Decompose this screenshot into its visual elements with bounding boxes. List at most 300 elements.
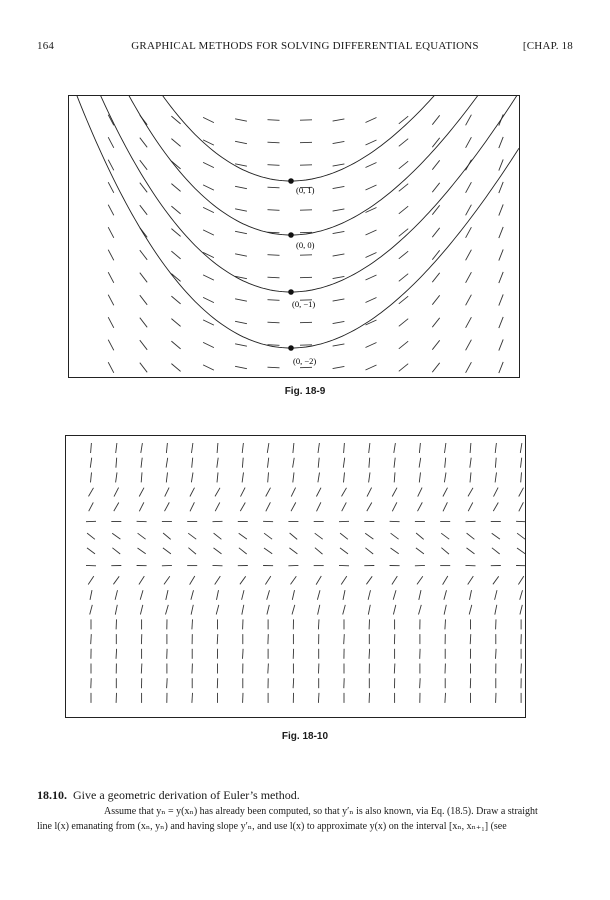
slope-segment [191,473,193,483]
slope-segment [432,160,439,169]
slope-segment [203,342,214,347]
slope-segment [316,576,321,585]
slope-segment [392,576,397,584]
slope-segment [239,548,247,554]
slope-segment [235,366,247,368]
slope-segment [466,227,472,238]
slope-segment [235,344,247,346]
point-0-m2 [288,345,294,351]
slope-segment [140,318,147,328]
slope-segment [467,548,475,554]
slope-segment [165,502,170,511]
slope-segment [171,229,180,237]
slope-segment [268,142,280,143]
slope-segment [365,548,373,554]
slope-segment [495,458,496,468]
slope-segment [466,272,472,283]
slope-segment [266,502,271,511]
slope-segment [432,363,439,372]
slope-segment [333,164,345,166]
slope-segment [235,321,247,323]
slope-segment [470,634,471,644]
slope-segment [268,345,280,346]
slope-segment [365,533,373,539]
slope-segment [333,231,345,233]
slope-segment [517,533,525,539]
slope-segment [140,590,143,600]
slope-segment [268,210,280,211]
slope-segment [293,458,295,468]
slope-segment [494,488,499,497]
slope-segment [268,187,280,188]
slope-segment [203,185,214,190]
slope-segment [293,443,294,453]
slope-segment [190,488,195,497]
slope-segment [268,322,280,323]
label-0-m2: (0, −2) [293,356,317,366]
slope-segment [521,458,522,468]
slope-segment [432,318,439,327]
slope-segment [394,472,395,482]
slope-segment [441,548,449,554]
slope-segment [399,251,408,259]
slope-segment [171,296,180,304]
slope-segment [492,533,500,539]
slope-segment [139,576,144,584]
slope-segment [108,137,114,148]
slope-segment [268,255,280,256]
slope-segment [496,649,497,659]
slope-segment [468,576,474,584]
slope-segment [140,183,147,193]
slope-segment [171,184,180,192]
slope-segment [240,576,246,584]
slope-segment [432,295,439,304]
slope-segment [333,141,345,143]
slope-segment [333,299,345,301]
slope-segment [366,140,377,145]
slope-segment [391,548,399,554]
slope-segment [266,488,271,497]
slope-segment [394,458,395,468]
slope-segment [166,605,169,615]
slope-segment [171,251,180,259]
slope-segment [366,208,377,213]
slope-segment [495,605,497,615]
slope-segment [344,443,345,453]
slope-segment [315,548,323,554]
slope-segment [239,533,247,539]
chapter-label: [CHAP. 18 [522,40,573,52]
slope-segment [399,274,408,282]
slope-segment [203,117,214,122]
slope-segment [367,503,372,512]
slope-segment [140,605,142,615]
slope-segment [399,364,408,372]
slope-segment [399,341,408,349]
slope-segment [108,205,114,216]
slope-segment [235,164,247,166]
slope-segment [90,605,93,615]
slope-segment [333,276,345,278]
slope-segment [368,590,370,600]
slope-segment [521,664,522,674]
slope-segment [469,605,472,615]
slope-segment [240,503,245,512]
slope-segment [190,502,194,511]
slope-segment [399,206,408,214]
slope-segment [108,317,114,328]
slope-segment [264,533,272,539]
slope-segment [470,472,471,482]
slope-segment [444,473,446,483]
slope-segment [394,664,395,674]
slope-segment [342,502,347,511]
slope-segment [108,115,114,126]
slope-segment [333,186,345,188]
slope-segment [519,502,524,511]
slope-segment [521,472,522,482]
slope-segment [499,137,503,148]
slope-segment [343,605,346,615]
slope-segment [267,590,270,600]
slope-segment [392,488,397,497]
slope-segment [171,139,180,147]
figure-18-9 [68,95,520,378]
slope-segments-2 [86,443,525,703]
slope-segment [499,362,503,373]
slope-segment [495,443,496,453]
slope-segment [217,472,218,482]
slope-segment [112,533,120,539]
slope-segment [432,340,439,349]
slope-segment [235,299,247,301]
slope-segment [108,227,114,238]
slope-segment [393,590,396,600]
slope-segment [191,590,194,600]
figure-18-9-caption: Fig. 18-9 [284,386,326,397]
figure-18-10-caption: Fig. 18-10 [281,731,329,742]
slope-segment [499,294,503,305]
slope-segment [217,458,218,468]
slope-segment [235,231,247,233]
slope-segment [216,605,219,615]
solution-curve [69,96,519,292]
slope-segment [293,678,294,688]
slope-segment [235,254,247,256]
direction-field-plot [69,96,519,377]
slope-segment [139,502,144,511]
slope-segment [369,649,370,659]
slope-segment [91,634,92,644]
slope-segment [467,533,475,539]
slope-segment [466,295,472,306]
figure-18-10 [65,435,526,718]
slope-segment [242,472,243,482]
slope-segment [165,488,169,497]
slope-segment [140,138,147,148]
slope-segment [242,590,244,600]
slope-segment [399,184,408,192]
slope-segment [171,364,180,372]
slope-segment [432,183,439,192]
slope-segment [493,503,498,512]
slope-segment [317,590,320,600]
slope-segment [369,443,370,453]
slope-segment [90,590,92,600]
slope-segment [140,273,147,283]
slope-segment [366,163,377,168]
slope-segment [114,503,119,512]
slope-segment [419,605,422,615]
slope-segment [318,443,319,453]
slope-segment [443,576,448,585]
slope-segment [399,161,408,169]
slope-segment [333,366,345,368]
slope-segment [242,458,243,468]
slope-segment [366,275,377,280]
slope-segment [366,253,377,258]
slope-segment [344,634,345,644]
slope-segment [445,619,446,629]
body-text-line-1: Assume that yₙ = y(xₙ) has already been computed, so that y′ₙ is also known, via Eq. (18.5). Draw a straight [104,806,538,817]
slope-segment [369,458,370,468]
slope-segment [112,548,120,554]
slope-segment [340,533,348,539]
slope-segment [333,209,345,211]
slope-segment [342,488,347,497]
slope-segment [418,488,422,497]
slope-segment [520,605,522,615]
slope-segment [444,605,446,615]
slope-segment [366,230,377,235]
slope-segment [366,576,372,584]
slope-segment [268,165,280,166]
slope-segment [203,297,214,302]
slope-segment [268,367,280,368]
slope-segment [470,458,471,468]
slope-segment [108,295,114,306]
slope-segment [141,664,142,674]
slope-segment [432,205,439,214]
slope-segment [445,458,446,468]
slope-segment [466,137,472,148]
slope-segment [268,458,269,468]
slope-segment [215,502,220,511]
slope-segment [466,340,472,351]
slope-segment [88,576,94,584]
slope-segment [217,443,218,453]
slope-segment [444,590,447,600]
slope-segment [203,140,214,145]
slope-segment [166,590,168,600]
direction-field-plot-2 [66,436,525,717]
slope-segment [235,141,247,143]
problem-heading [37,788,573,803]
slope-segment [432,115,439,124]
slope-segment [268,472,269,482]
slope-segment [318,458,319,468]
slope-segment [188,548,196,554]
slope-segment [217,634,218,644]
slope-segment [520,443,522,453]
slope-segment [171,206,180,214]
slope-segment [203,230,214,235]
slope-segment [399,116,408,124]
slope-segment [366,298,377,303]
slope-segment [466,317,472,328]
slope-segment [416,548,424,554]
slope-segment [115,590,117,600]
slope-segment [89,488,94,497]
slope-segment [495,472,496,482]
slope-segment [242,443,243,453]
slope-segment [265,576,270,584]
slope-segment [215,488,220,497]
slope-segment [499,204,503,215]
slope-segment [90,458,91,468]
slope-segment [192,458,193,468]
slope-segment [366,118,377,123]
slope-segment [466,250,472,261]
slope-segment [417,576,423,584]
slope-segment [393,605,395,615]
slope-segment [499,249,503,260]
slope-segment [192,619,193,629]
slope-segment [203,320,214,325]
slope-segment [432,138,439,147]
slope-segment [140,295,147,305]
slope-segment [108,160,114,171]
slope-segment [139,488,144,497]
slope-segment [368,605,370,615]
slope-segment [499,339,503,350]
slope-segment [394,443,396,453]
slope-segment [268,120,280,121]
slope-segment [519,488,524,497]
problem-number: 18.10. [37,788,67,802]
slope-segment [87,548,95,554]
solution-curves [69,96,519,348]
slope-segment [235,186,247,188]
slope-segment [418,502,423,511]
slope-segment [432,273,439,282]
slope-segment [114,488,119,497]
slope-segment [318,473,320,483]
slope-segment [499,159,503,170]
slope-segment [392,502,397,511]
slope-segment [499,272,503,283]
slope-segment [166,472,167,482]
slope-segment [493,576,499,584]
slope-segment [138,533,146,539]
slope-segment [499,182,503,193]
slope-segment [140,340,147,350]
slope-segment [443,488,448,497]
running-title: GRAPHICAL METHODS FOR SOLVING DIFFERENTIAL EQUATIONS [131,40,479,52]
slope-segment [420,678,421,688]
slope-segment [318,619,319,629]
slope-segment [391,533,399,539]
slope-segment [315,533,323,539]
label-0-1: (0, 1) [296,185,315,195]
slope-segment [268,277,280,278]
solution-curve [69,96,519,348]
slope-segment [140,363,147,373]
slope-segment [108,272,114,283]
point-0-1 [288,178,294,184]
slope-segment [116,472,117,482]
slope-segment [399,139,408,147]
slope-segment [416,533,424,539]
point-0-0 [288,232,294,238]
slope-segment [317,502,321,511]
slope-segment [171,319,180,327]
slope-segment [341,576,347,584]
slope-segment [291,488,295,497]
label-0-0: (0, 0) [296,240,315,250]
slope-segment [318,605,320,615]
slope-segment [108,182,114,193]
slope-segment [214,533,222,539]
slope-segment [243,649,244,659]
slope-segment [445,693,446,703]
slope-segment [445,443,446,453]
slope-segment [441,533,449,539]
slope-segment [190,576,195,585]
slope-segment [166,443,167,453]
slope-segment [140,250,147,260]
slope-segment [89,502,94,511]
slope-segment [191,605,193,615]
initial-points [288,178,316,366]
slope-segment [115,605,117,615]
page-number: 164 [37,40,55,52]
slope-segment [340,548,348,554]
slope-segment [470,443,471,453]
slope-segment [171,341,180,349]
slope-segment [495,590,497,600]
slope-segment [399,319,408,327]
slope-segment [333,321,345,323]
slope-segment [108,340,114,351]
slope-segment [91,472,92,482]
slope-segment [264,548,272,554]
slope-segment [167,678,168,688]
slope-segment [235,119,247,121]
slope-segment [419,472,420,482]
slope-segment [163,533,171,539]
slope-segment [366,185,377,190]
slope-segment [466,182,472,193]
slope-segment [291,576,297,584]
slope-segment [432,228,439,237]
label-0-m1: (0, −1) [292,299,316,309]
slope-segment [141,443,143,453]
slope-segment [316,488,321,497]
slope-segment [419,443,420,453]
slope-segment [242,605,244,615]
slope-segment [116,649,117,659]
slope-segment [116,458,117,468]
slope-segment [235,209,247,211]
slope-segment [138,548,146,554]
slope-segment [164,576,170,584]
slope-segment [141,458,142,468]
slope-segment [241,488,246,497]
slope-segment [518,576,523,584]
slope-segment [108,250,114,261]
